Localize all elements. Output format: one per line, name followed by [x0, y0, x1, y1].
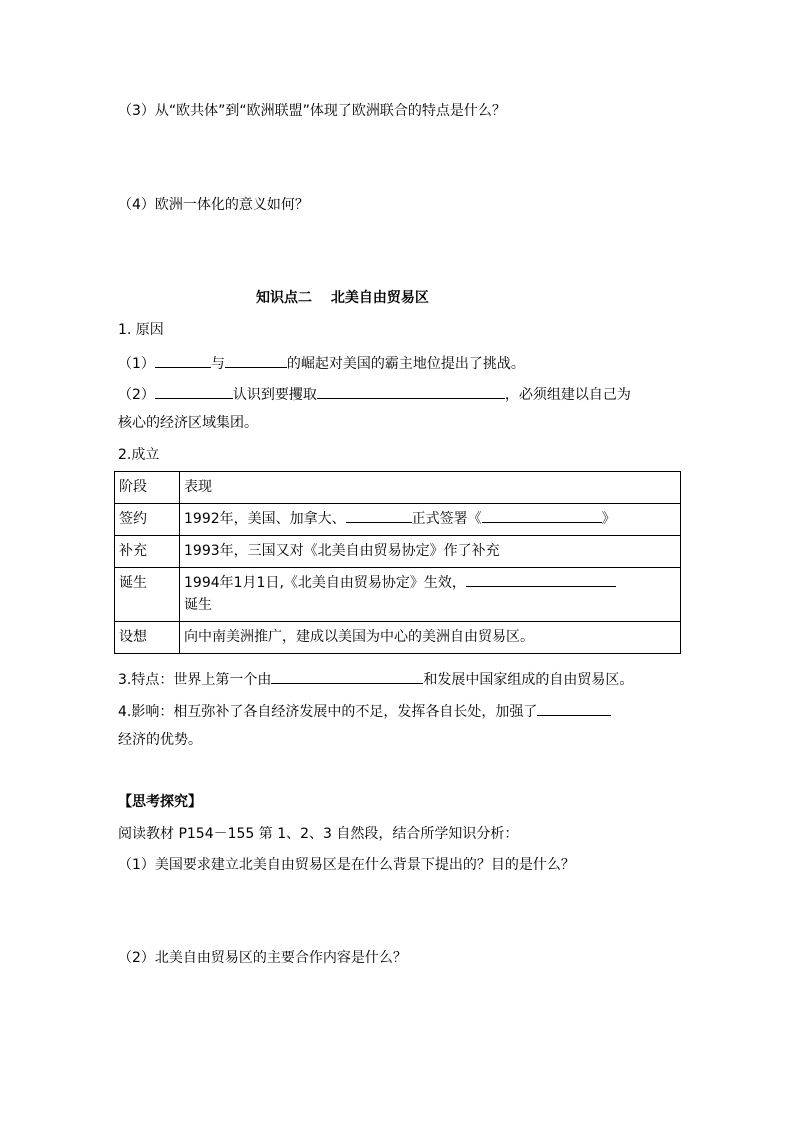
- fill-blank-6[interactable]: [482, 508, 602, 523]
- fill-blank-8[interactable]: [271, 669, 423, 684]
- cause-item-2-mid: 认识到要攫取: [232, 387, 317, 403]
- question-4: （4）欧洲一体化的意义如何？: [118, 197, 309, 213]
- table-header-row: [115, 472, 681, 504]
- fill-blank-7[interactable]: [466, 572, 616, 587]
- table-row: [115, 568, 681, 622]
- fill-blank-3[interactable]: [155, 384, 233, 399]
- think-heading: 【思考探究】: [118, 794, 202, 810]
- establish-heading: 2.成立: [118, 447, 160, 463]
- establishment-table: [114, 471, 681, 654]
- question-3: （3）从“欧共体”到“欧洲联盟”体现了欧洲联合的特点是什么？: [118, 103, 506, 119]
- fill-blank-9[interactable]: [537, 701, 611, 716]
- table-header-detail: 表现: [180, 472, 681, 504]
- cause-item-2-prefix: （2）: [118, 387, 155, 403]
- cause-item-2-continued: 核心的经济区域集团。: [118, 415, 258, 431]
- cause-item-2: [118, 384, 631, 404]
- cause-item-2-suffix: ，必须组建以自己为: [504, 387, 631, 403]
- table-row: [115, 504, 681, 536]
- sign-text-1: 1992年，美国、加拿大、: [184, 511, 346, 527]
- table-cell-detail: [180, 504, 681, 536]
- feature-prefix: 3.特点：世界上第一个由: [118, 672, 272, 688]
- think-question-2: （2）北美自由贸易区的主要合作内容是什么？: [118, 950, 407, 966]
- cause-item-1-mid: 与: [210, 356, 225, 372]
- feature-line: [118, 669, 633, 689]
- birth-text-2: 诞生: [184, 597, 212, 613]
- table-cell-stage: 诞生: [115, 568, 180, 622]
- fill-blank-5[interactable]: [346, 508, 412, 523]
- table-cell-stage: 补充: [115, 536, 180, 568]
- cause-item-1-suffix: 的崛起对美国的霸主地位提出了挑战。: [286, 356, 525, 372]
- fill-blank-4[interactable]: [317, 384, 505, 399]
- table-cell-detail: 1993年，三国又对《北美自由贸易协定》作了补充: [180, 536, 681, 568]
- table-row: [115, 622, 681, 654]
- section-title: 知识点二 北美自由贸易区: [256, 290, 429, 306]
- table-cell-stage: 签约: [115, 504, 180, 536]
- fill-blank-1[interactable]: [155, 353, 211, 368]
- impact-continued: 经济的优势。: [118, 732, 202, 748]
- cause-heading: 1. 原因: [118, 322, 164, 338]
- birth-text-1: 1994年1月1日,《北美自由贸易协定》生效，: [184, 575, 466, 591]
- table-cell-detail: [180, 568, 681, 622]
- table-header-stage: 阶段: [115, 472, 180, 504]
- fill-blank-2[interactable]: [225, 353, 287, 368]
- cause-item-1: [118, 353, 525, 373]
- impact-line: [118, 701, 611, 721]
- cause-item-1-prefix: （1）: [118, 356, 155, 372]
- table-row: [115, 536, 681, 568]
- feature-suffix: 和发展中国家组成的自由贸易区。: [423, 672, 634, 688]
- think-question-1: （1）美国要求建立北美自由贸易区是在什么背景下提出的？目的是什么？: [118, 857, 575, 873]
- sign-text-2: 正式签署《: [411, 511, 482, 527]
- table-cell-stage: 设想: [115, 622, 180, 654]
- sign-text-3: 》: [601, 511, 616, 527]
- table-cell-detail: 向中南美洲推广，建成以美国为中心的美洲自由贸易区。: [180, 622, 681, 654]
- impact-prefix: 4.影响：相互弥补了各自经济发展中的不足，发挥各自长处，加强了: [118, 704, 538, 720]
- think-instruction: 阅读教材 P154－155 第 1、2、3 自然段，结合所学知识分析：: [118, 826, 519, 842]
